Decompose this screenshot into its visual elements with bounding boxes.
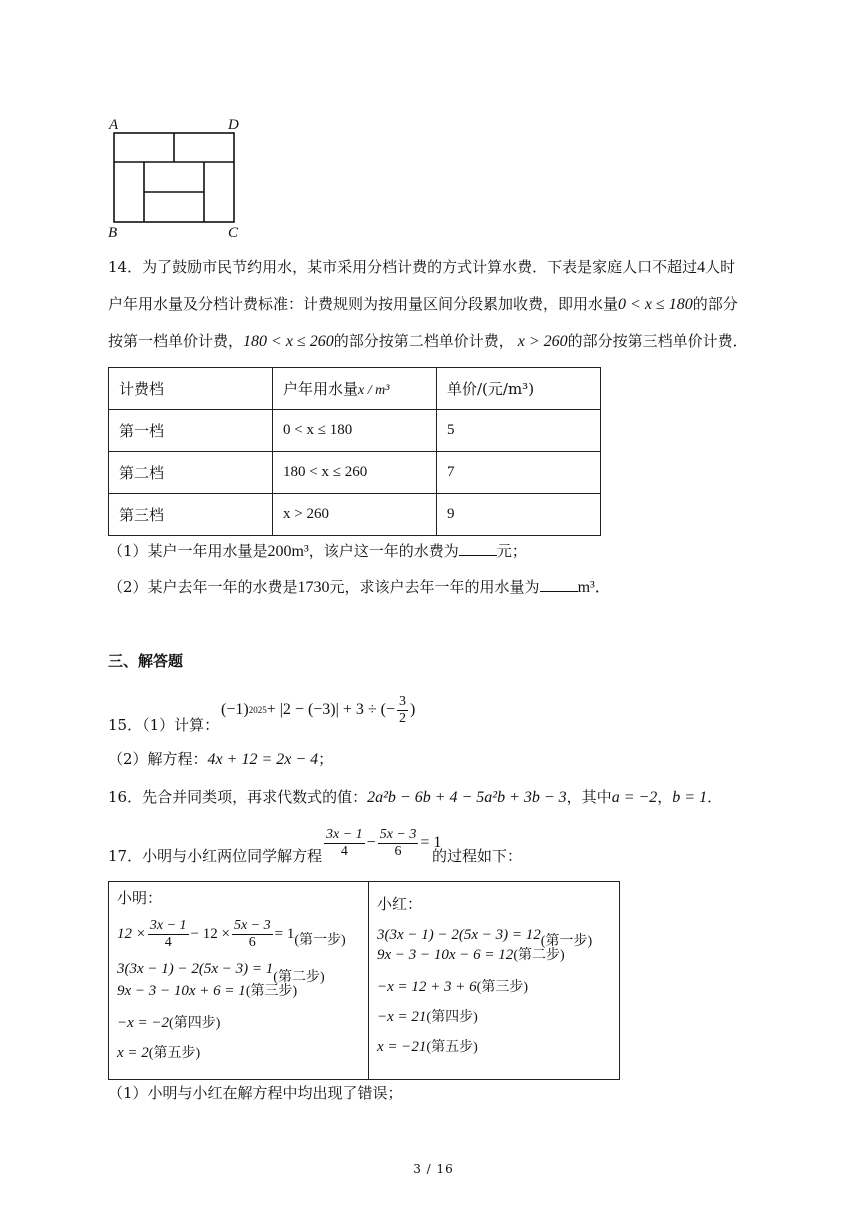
fee-table: [108, 367, 601, 536]
q16: [108, 787, 722, 808]
hong-step5: [377, 1038, 478, 1058]
q16-text: 16．先合并同类项，再求代数式的值：: [108, 788, 368, 806]
q16-text: ．: [707, 788, 723, 806]
label-c: C: [228, 225, 239, 241]
ming-name: 小明：: [117, 889, 163, 907]
q14-sub1-text: ，该户这一年的水费为: [308, 542, 459, 560]
q14-line3: [108, 331, 748, 352]
hong-step2-eq: 9x − 3 − 10x − 6 = 12: [377, 947, 514, 963]
q14-text-end: 的部分: [692, 295, 738, 313]
step-label: (第二步): [513, 948, 565, 963]
q14-sub2-value: 1730: [297, 579, 330, 596]
table-cell: 第二档: [109, 452, 273, 494]
ming-step2: [117, 960, 325, 985]
header-usage-label: 户年用水量: [283, 380, 359, 398]
q17-equation: [322, 823, 441, 863]
answer-blank: [459, 541, 497, 556]
label-d: D: [228, 117, 239, 133]
fraction-denominator: 4: [340, 843, 348, 859]
q16-expression: 2a²b − 6b + 4 − 5a²b + 3b − 3: [367, 789, 567, 806]
q14-range-1: 0 < x ≤ 180: [618, 296, 693, 313]
hong-step2: [377, 946, 565, 966]
q14-sub1-text: （1）某户一年用水量是: [108, 542, 268, 560]
fraction-denominator: 6: [248, 934, 256, 950]
q15-expr-part: (−1): [221, 701, 249, 718]
fraction-numerator: 3: [398, 693, 406, 709]
table-cell: 180 < x ≤ 260: [273, 452, 437, 494]
table-row: [109, 452, 601, 494]
step-label: (第五步): [148, 1046, 201, 1061]
header-usage-unit: x / m³: [358, 383, 390, 398]
step-label: (第二步): [273, 970, 325, 985]
q15-sub2-text: ；: [318, 750, 334, 768]
q16-text: ，: [657, 788, 673, 806]
q14-range-3: x > 260: [517, 333, 568, 350]
hong-name: 小红：: [377, 895, 423, 913]
fraction-denominator: 2: [398, 710, 406, 726]
header-price: 单价/(元/m³): [437, 368, 601, 410]
ming-step4-eq: −x = −2: [117, 1015, 170, 1031]
hong-step1-eq: 3(3x − 1) − 2(5x − 3) = 12: [377, 927, 541, 943]
q17-suffix: 的过程如下：: [432, 847, 523, 865]
q14-text: 按第一档单价计费，: [108, 332, 244, 350]
label-a: A: [109, 117, 119, 133]
q14-line2: [108, 294, 738, 315]
q15-expression: (−1) 2025 + |2 − (−3)| + 3 ÷ (− $\frac{3}{2}$ ): [221, 693, 416, 726]
q16-text: ，其中: [566, 788, 612, 806]
table-cell: 7: [437, 452, 601, 494]
q15-label: 15．（1）计算：: [108, 716, 220, 734]
q15-expr-part: + |2 − (−3)| + 3 ÷ (−: [266, 701, 395, 718]
step-label: (第三步): [476, 980, 528, 995]
table-header-row: [109, 368, 601, 410]
ming-step4: [117, 1014, 220, 1034]
hong-step1: [377, 926, 593, 949]
q14-sub1-text: 元；: [496, 542, 527, 560]
hong-step4: [377, 1008, 478, 1028]
ming-step1-part: 12 ×: [117, 925, 146, 942]
page-number: 3 / 16: [413, 1162, 454, 1176]
q14-text: 的部分按第二档单价计费，: [333, 332, 514, 350]
ming-step5-eq: x = 2: [117, 1045, 149, 1061]
step-label: (第四步): [169, 1016, 221, 1031]
q14-text-end: 人时: [705, 258, 736, 276]
table-row: [109, 494, 601, 536]
q14-line1: [108, 257, 735, 278]
table-cell: 0 < x ≤ 180: [273, 410, 437, 452]
q17-fraction-1: [324, 827, 365, 860]
step-label: (第四步): [426, 1010, 478, 1025]
q16-a-value: a = −2: [611, 789, 658, 806]
table-row: [109, 410, 601, 452]
q14-sub1: [108, 541, 527, 562]
ming-step5: [117, 1044, 200, 1064]
ming-step2-eq: 3(3x − 1) − 2(5x − 3) = 1: [117, 961, 274, 977]
table-cell: 5: [437, 410, 601, 452]
fraction-numerator: 5x − 3: [233, 917, 271, 933]
q14-text: 的部分按第三档单价计费．: [567, 332, 748, 350]
step-label: (第五步): [426, 1040, 478, 1055]
fraction-denominator: 4: [164, 934, 172, 950]
solution-comparison-box: [108, 881, 620, 1080]
q17-operator: −: [366, 834, 376, 851]
ming-step1-frac2: [232, 918, 273, 951]
ming-step1-part: = 1: [274, 925, 295, 942]
fraction-denominator: 6: [394, 843, 402, 859]
q15-equation: 4x + 12 = 2x − 4: [207, 751, 319, 768]
fraction-numerator: 3x − 1: [149, 917, 187, 933]
q14-sub2: [108, 577, 611, 598]
header-tier: 计费档: [109, 368, 273, 410]
ming-step1-part: − 12 ×: [190, 925, 230, 942]
hong-step3: [377, 978, 528, 998]
rectangle-diagram: [110, 130, 240, 226]
q17-sub1: （1）小明与小红在解方程中均出现了错误；: [108, 1084, 403, 1102]
hong-step4-eq: −x = 21: [377, 1009, 427, 1025]
fraction-numerator: 5x − 3: [379, 826, 417, 842]
q17-prefix: 17．小明与小红两位同学解方程: [108, 847, 323, 865]
step-label: (第一步): [540, 934, 593, 949]
q17-operator: = 1: [420, 834, 442, 851]
fraction-numerator: 3x − 1: [326, 826, 363, 842]
q15-sub2: [108, 749, 333, 770]
q16-b-value: b = 1: [672, 789, 708, 806]
q15-fraction: [397, 694, 408, 727]
table-cell: 第三档: [109, 494, 273, 536]
label-b: B: [108, 225, 118, 241]
ming-step3-eq: 9x − 3 − 10x + 6 = 1: [117, 983, 246, 999]
q14-sub2-text: （2）某户去年一年的水费是: [108, 578, 298, 596]
hong-step5-eq: x = −21: [377, 1039, 427, 1055]
q14-sub1-value: 200m³: [267, 543, 309, 560]
q14-text: 14．为了鼓励市民节约用水，某市采用分档计费的方式计算水费．下表是家庭人口不超过: [108, 258, 698, 276]
header-usage: [273, 368, 437, 410]
ming-step3: [117, 982, 297, 1002]
q14-range-2: 180 < x ≤ 260: [243, 333, 334, 350]
ming-step1-frac1: [148, 918, 189, 951]
q14-sub2-text: 元，求该户去年一年的用水量为: [329, 578, 540, 596]
table-cell: 9: [437, 494, 601, 536]
q15-expr-part: ): [409, 701, 416, 718]
step-label: (第三步): [245, 984, 298, 999]
hong-step3-eq: −x = 12 + 3 + 6: [377, 979, 477, 995]
step-label: (第一步): [294, 933, 346, 948]
column-divider: [368, 882, 369, 1079]
section-title: 三、解答题: [108, 652, 184, 670]
q15-sub2-text: （2）解方程：: [108, 750, 208, 768]
table-cell: 第一档: [109, 410, 273, 452]
answer-blank: [540, 577, 578, 592]
ming-step1: [117, 916, 346, 952]
q14-text: 户年用水量及分档计费标准：计费规则为按用量区间分段累加收费，即用水量: [108, 295, 619, 313]
q14-sub2-text: m³．: [577, 579, 611, 596]
q17-fraction-2: [378, 827, 419, 860]
table-cell: x > 260: [273, 494, 437, 536]
q14-people-count: 4: [697, 259, 706, 276]
